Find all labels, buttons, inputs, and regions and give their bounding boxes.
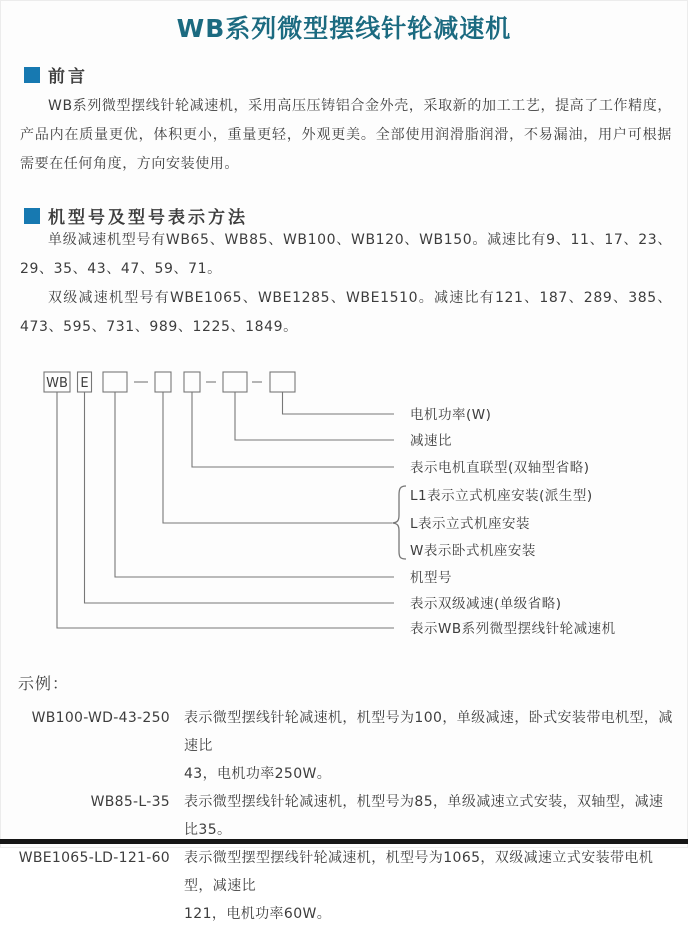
example-code: WB85-L-35 xyxy=(90,794,170,810)
label-motor-power: 电机功率(W) xyxy=(410,407,492,423)
code-box-power xyxy=(270,372,295,392)
example-description-line: 121，电机功率60W。 xyxy=(184,906,332,922)
code-box-ratio xyxy=(223,372,247,392)
leader-double-stage xyxy=(85,392,395,603)
mount-options-brace xyxy=(393,486,407,559)
label-series: 表示WB系列微型摆线针轮减速机 xyxy=(410,621,616,637)
label-mount-l: L表示立式机座安装 xyxy=(410,516,531,532)
code-box-mount xyxy=(155,372,171,392)
leader-series xyxy=(57,392,394,628)
label-mount-l1: L1表示立式机座安装(派生型) xyxy=(410,488,593,504)
section-model-label: 机型号及型号表示方法 xyxy=(48,208,248,228)
code-box-wb-label: WB xyxy=(46,376,68,391)
section-model-heading xyxy=(24,203,248,228)
examples-heading: 示例： xyxy=(18,674,70,693)
section-foreword-label: 前言 xyxy=(48,67,88,87)
label-mount-w: W表示卧式机座安装 xyxy=(410,543,536,559)
diagram-boxes-and-lines xyxy=(44,372,406,628)
example-description xyxy=(184,788,674,844)
example-code: WBE1065-LD-121-60 xyxy=(18,850,170,866)
example-row xyxy=(18,704,674,788)
page-title: WB系列微型摆线针轮减速机 xyxy=(176,14,512,43)
leader-mount xyxy=(163,392,392,523)
label-model-no: 机型号 xyxy=(410,570,452,586)
label-ratio: 减速比 xyxy=(410,433,452,449)
example-description-line: 表示微型摆线针轮减速机，机型号为100，单级减速，卧式安装带电机型，减速比 xyxy=(184,710,673,754)
example-description-line: 表示微型摆线针轮减速机，机型号为85，单级减速立式安装，双轴型，减速比35。 xyxy=(184,794,664,838)
label-direct-motor: 表示电机直联型(双轴型省略) xyxy=(410,460,590,476)
example-row xyxy=(18,788,674,844)
label-double-stage: 表示双级减速(单级省略) xyxy=(410,596,562,612)
example-row xyxy=(18,844,674,928)
example-description-line: 43，电机功率250W。 xyxy=(184,766,332,782)
section-foreword-heading xyxy=(24,62,88,87)
section-bullet-icon xyxy=(24,67,40,83)
double-stage-paragraph: 双级减速机型号有WBE1065、WBE1285、WBE1510。减速比有121、187、289、385、473、595、731、989、1225、1849。 xyxy=(20,290,672,335)
example-code: WB100-WD-43-250 xyxy=(31,710,170,726)
example-description xyxy=(184,844,674,928)
single-stage-paragraph: 单级减速机型号有WB65、WB85、WB100、WB120、WB150。减速比有9、11、17、23、29、35、43、47、59、71。 xyxy=(20,232,672,277)
leader-direct-motor xyxy=(192,392,394,467)
code-box-direct xyxy=(184,372,200,392)
example-description xyxy=(184,704,674,788)
example-description-line: 表示微型摆型摆线针轮减速机，机型号为1065，双级减速立式安装带电机型，减速比 xyxy=(184,850,654,894)
examples-section xyxy=(18,672,674,928)
code-box-e-label: E xyxy=(80,376,89,391)
page-bottom-rule xyxy=(0,839,688,844)
leader-ratio xyxy=(235,392,394,440)
model-code-diagram xyxy=(0,358,688,650)
code-box-model xyxy=(103,372,127,392)
foreword-paragraph: WB系列微型摆线针轮减速机，采用高压压铸铝合金外壳，采取新的加工工艺，提高了工作精度，产品内在质量更优，体积更小，重量更轻，外观更美。全部使用润滑脂润滑，不易漏油，用户可根据需要在任何角度，方向安装使用。 xyxy=(20,98,672,172)
section-bullet-icon xyxy=(24,208,40,224)
leader-motor-power xyxy=(283,392,395,414)
leader-model-no xyxy=(115,392,394,577)
